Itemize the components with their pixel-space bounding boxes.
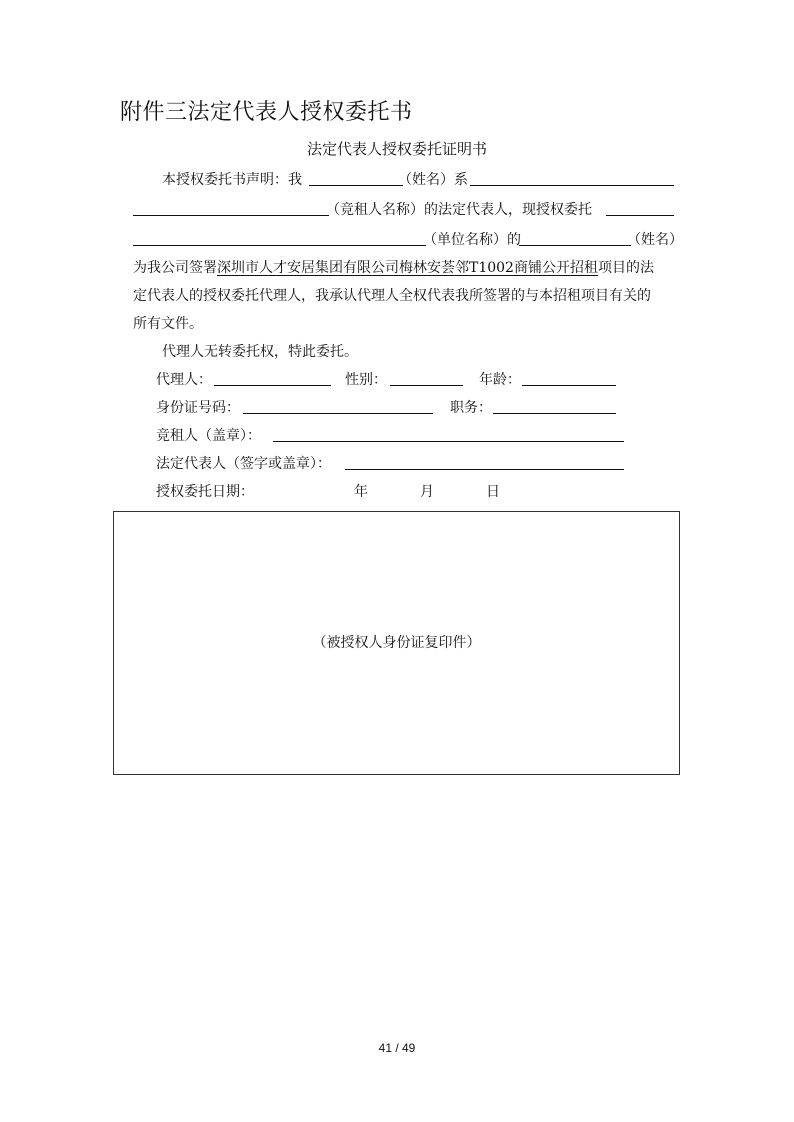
position-label: 职务： — [450, 400, 492, 416]
legal-rep-label: 法定代表人（签字或盖章）： — [156, 456, 331, 472]
paragraph-line-2: 定代表人的授权委托代理人，我承认代理人全权代表我所签署的与本招租项目有关的 — [133, 288, 651, 304]
month-label: 月 — [420, 484, 434, 500]
agent-field[interactable] — [214, 385, 331, 386]
age-field[interactable] — [522, 385, 616, 386]
date-label: 授权委托日期： — [156, 484, 254, 500]
id-copy-box — [113, 511, 680, 775]
name-label: （姓名）系 — [398, 172, 468, 188]
bidder-seal-field[interactable] — [273, 441, 624, 442]
page-number: 41 / 49 — [378, 1041, 416, 1055]
unit-name-blank[interactable] — [133, 245, 426, 246]
paragraph-line-3: 所有文件。 — [133, 316, 203, 332]
bidder-name-blank[interactable] — [133, 215, 329, 216]
gender-label: 性别： — [345, 372, 387, 388]
age-label: 年龄： — [479, 372, 521, 388]
gender-field[interactable] — [390, 385, 463, 386]
document-heading: 附件三法定代表人授权委托书 — [120, 100, 413, 125]
id-number-label: 身份证号码： — [156, 400, 240, 416]
relation-blank[interactable] — [470, 185, 674, 186]
position-field[interactable] — [493, 413, 616, 414]
agent-label: 代理人： — [156, 372, 212, 388]
bidder-label: （竞租人名称）的法定代表人，现授权委托 — [326, 202, 592, 218]
year-label: 年 — [354, 484, 368, 500]
bidder-seal-label: 竞租人（盖章）： — [156, 428, 261, 444]
principal-name-blank[interactable] — [309, 185, 403, 186]
id-number-field[interactable] — [243, 413, 433, 414]
paragraph-suffix: 项目的法 — [597, 260, 654, 276]
day-label: 日 — [486, 484, 500, 500]
paragraph-line-1 — [133, 258, 654, 278]
name-label-2: （姓名） — [627, 232, 683, 248]
agent-name-blank[interactable] — [519, 245, 631, 246]
entrusted-blank[interactable] — [606, 215, 674, 216]
paragraph-prefix: 为我公司签署 — [133, 260, 217, 276]
legal-rep-field[interactable] — [345, 469, 624, 470]
statement-intro: 本授权委托书声明：我 — [162, 172, 302, 188]
unit-label: （单位名称）的 — [423, 232, 521, 248]
id-copy-label: （被授权人身份证复印件） — [312, 635, 481, 651]
project-name: 深圳市人才安居集团有限公司梅林安荟邻T1002商铺公开招租 — [217, 260, 598, 276]
no-transfer-statement: 代理人无转委托权，特此委托。 — [162, 344, 358, 360]
certificate-title: 法定代表人授权委托证明书 — [306, 140, 487, 158]
